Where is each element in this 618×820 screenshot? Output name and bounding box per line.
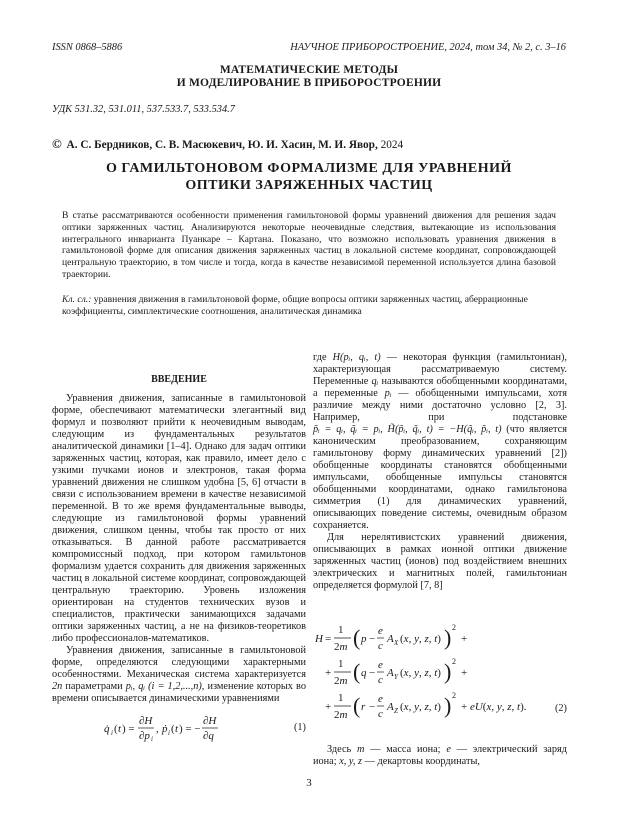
rp3-d: — декартовы координаты,: [364, 756, 480, 767]
svg-text:2m: 2m: [334, 709, 348, 721]
svg-text:q̇: q̇: [104, 723, 110, 735]
rp1-text4: (что является каноническим преобразованием, сохраняющим гамильтонову форму динамических уравнений [2]) обобщенные координаты становятся обобщенными импульсами, обобщенные импульсы становятся обобщенными координатами, однако гамильтонова симметрия (1) для динамических уравнений, описывающих поведение системы, очевидным образом сохраняется.: [313, 424, 567, 531]
udk-code: УДК 531.32, 531.011, 537.533.7, 533.534.7: [52, 104, 235, 115]
intro-paragraph-2: [52, 645, 306, 705]
rp1-p: pᵢ: [384, 388, 392, 399]
svg-text:Z: Z: [394, 707, 398, 715]
copyright-sign: ©: [52, 136, 62, 151]
svg-text:(: (: [353, 625, 361, 650]
svg-text:): ): [444, 659, 452, 684]
p2-text-a: Уравнения движения, записанные в гамильтоновой форме, определяются следующими характерными особенностями. Механическая система характеризуется: [52, 645, 306, 680]
intro-paragraph-1: Уравнения движения, записанные в гамильтоновой форме, обеспечивают математически элегантный вид формул и позволяют прийти к неочевидным выводам, следующим из фундаментальных результатов аналитической динамики [1–4]. Однако для задач оптики заряженных частиц, которая, как правило, имеет дело с узкими пучками ионов и электронов, такая форма уравнений движения не слишком удобна [5, 6] отчасти в связи с использованием времени в качестве независимой переменной. В то же время фундаментальные выводы, следующие из гамильтоновой формы уравнений движения, слишком ценны, чтобы так просто от них отказываться. В данной работе рассматривается компромиссный подход, при котором гамильтонов формализм удается сохранить для движения заряженных частиц в локальной системе координат, сопровождающей центральную траекторию. Уровень изложения ориентирован на студентов технических вузов и специалистов, практически занимающихся задачами оптики заряженных частиц, а не на физиков-теоретиков либо профессионалов-математиков.: [52, 393, 306, 644]
rp1-q: qᵢ: [371, 376, 379, 387]
svg-text:(x, y, z, t): (x, y, z, t): [400, 667, 441, 679]
svg-text:(x, y, z, t): (x, y, z, t): [400, 633, 441, 645]
rp1-H: H(pᵢ, qᵢ, t): [332, 352, 381, 363]
rp3-a: Здесь: [327, 744, 352, 755]
svg-text:2: 2: [452, 657, 456, 666]
equation-1-number: (1): [293, 722, 306, 733]
p2-params: параметрами: [65, 681, 123, 692]
publication-year: 2024: [380, 139, 404, 151]
svg-text:−: −: [369, 633, 376, 645]
svg-text:t: t: [118, 723, 122, 735]
svg-text:c: c: [378, 640, 383, 652]
p2-text-b: , изменение которых во времени описывается динамическими уравнениями: [52, 681, 306, 704]
rp3-b: — масса иона;: [370, 744, 441, 755]
svg-text:−: −: [369, 667, 376, 679]
svg-text:+ eU(x, y, z, t).: + eU(x, y, z, t).: [461, 701, 527, 713]
svg-text:Y: Y: [394, 673, 398, 681]
svg-text:A: A: [387, 667, 394, 679]
svg-text:(x, y, z, t): (x, y, z, t): [400, 701, 441, 713]
right-paragraph-3: [313, 744, 567, 768]
svg-text:∂p: ∂p: [139, 730, 150, 742]
author-names: А. С. Бердников, С. В. Масюкевич, Ю. И. Хасин, М. И. Явор,: [66, 139, 378, 151]
svg-text:c: c: [378, 708, 383, 720]
rp1-text: — некоторая функция (гамильтониан), характеризующая рассматриваемую систему. Переменные: [313, 352, 568, 387]
svg-text:) = −: ) = −: [179, 723, 201, 735]
keywords-text: уравнения движения в гамильтоновой форме, общие вопросы оптики заряженных частиц, аберрационные коэффициенты, симплектические соотношения, аналитическая динамика: [62, 294, 528, 317]
issn: ISSN 0868–5886: [52, 42, 123, 53]
p2-pq: pᵢ, qᵢ: [125, 681, 145, 692]
svg-text:e: e: [378, 625, 383, 637]
rp1-text2: называются обобщенными координатами, а переменные: [313, 376, 568, 399]
svg-text:t: t: [175, 723, 179, 735]
equation-2: [313, 617, 567, 727]
title-line-1: О ГАМИЛЬТОНОВОМ ФОРМАЛИЗМЕ ДЛЯ УРАВНЕНИЙ: [106, 161, 512, 176]
svg-text:∂q: ∂q: [203, 730, 214, 742]
svg-text:(: (: [171, 723, 175, 735]
rp3-m: m: [357, 744, 365, 755]
running-header: [52, 42, 566, 53]
svg-text:H: H: [315, 633, 323, 645]
rp1-text3: — обобщенными импульсами, хотя различие между ними достаточно условно [2, 3]. Например, при подстановке: [313, 388, 568, 423]
equation-1: [52, 711, 217, 745]
svg-text:(: (: [114, 723, 118, 735]
rubric-line-1: МАТЕМАТИЧЕСКИЕ МЕТОДЫ: [219, 64, 399, 76]
svg-text:(: (: [353, 693, 361, 718]
section-title: ВВЕДЕНИЕ: [151, 374, 207, 385]
svg-text:e: e: [378, 659, 383, 671]
svg-text:i: i: [111, 729, 113, 737]
svg-text:i: i: [168, 729, 170, 737]
keywords-label: Кл. сл.:: [62, 294, 92, 305]
svg-text:p: p: [361, 633, 367, 645]
svg-text:): ): [444, 625, 452, 650]
p2-range: (i = 1,2,...,n): [148, 681, 202, 692]
author-line: [52, 136, 403, 152]
abstract: В статье рассматриваются особенности применения гамильтоновой формы уравнений движения для решения задач оптики заряженных частиц. Анализируются некоторые неочевидные следствия, вытекающие из использования интегрального инварианта Пуанкаре – Картана. Показано, что возможно использовать уравнения движения в гамильтоновой форме для описания движения заряженных частиц в локальной системе координат, сопровождающей центральную траекторию, в том числе и тогда, когда в качестве независимой переменной используется длина базовой траектории.: [62, 210, 556, 280]
svg-text:ṗ: ṗ: [162, 723, 168, 735]
svg-text:e: e: [378, 693, 383, 705]
svg-text:2: 2: [452, 691, 456, 700]
svg-text:q: q: [361, 667, 367, 679]
rp3-xyz: x, y, z: [339, 756, 363, 767]
svg-text:r: r: [361, 701, 366, 713]
svg-text:i: i: [151, 735, 153, 743]
svg-text:A: A: [387, 701, 394, 713]
svg-text:,: ,: [156, 723, 159, 735]
svg-text:2m: 2m: [334, 641, 348, 653]
svg-text:1: 1: [338, 692, 344, 704]
keywords: [62, 294, 556, 318]
title-line-2: ОПТИКИ ЗАРЯЖЕННЫХ ЧАСТИЦ: [185, 178, 433, 193]
rp3-c: — электрический заряд иона;: [313, 744, 567, 767]
equation-1-row: [52, 711, 306, 745]
svg-text:A: A: [387, 633, 394, 645]
rp3-e: e: [446, 744, 451, 755]
svg-text:) =: ) =: [122, 723, 135, 735]
right-column: [313, 352, 567, 592]
rp1-subst: p̃ᵢ = qᵢ, q̃ᵢ = pᵢ, H̃(p̃ᵢ, q̃ᵢ, t) = −H(q̃ᵢ, p̃ᵢ, t): [313, 424, 502, 435]
svg-text:1: 1: [338, 658, 344, 670]
svg-text:(: (: [353, 659, 361, 684]
section-rubric: [0, 64, 618, 90]
svg-text:∂H: ∂H: [139, 715, 153, 727]
page-number: 3: [306, 777, 312, 789]
right-paragraph-1: [313, 352, 567, 532]
svg-text:): ): [444, 693, 452, 718]
svg-text:c: c: [378, 674, 383, 686]
rubric-line-2: И МОДЕЛИРОВАНИЕ В ПРИБОРОСТРОЕНИИ: [176, 77, 442, 89]
svg-text:+: +: [461, 633, 468, 645]
svg-text:+: +: [461, 667, 468, 679]
svg-text:∂H: ∂H: [203, 715, 217, 727]
rp1-prefix: где: [313, 352, 327, 363]
left-column: [52, 374, 306, 745]
article-title: [0, 160, 618, 194]
svg-text:=: =: [325, 633, 332, 645]
svg-text:2: 2: [452, 623, 456, 632]
svg-text:1: 1: [338, 624, 344, 636]
right-paragraph-2: Для нерелятивистских уравнений движения, описывающих в рамках ионной оптики движение заряженных частиц (ионов) под воздействием внешних электрических и магнитных полей, гамильтониан определяется формулой [7, 8]: [313, 532, 567, 591]
journal-citation: НАУЧНОЕ ПРИБОРОСТРОЕНИЕ, 2024, том 34, № 2, с. 3–16: [290, 42, 566, 53]
equation-2-number: (2): [554, 703, 567, 714]
svg-text:+: +: [325, 667, 332, 679]
svg-text:+: +: [325, 701, 332, 713]
svg-text:−: −: [369, 701, 376, 713]
equation-2-block: [313, 617, 567, 727]
p2-2n: 2n: [52, 681, 63, 692]
svg-text:2m: 2m: [334, 675, 348, 687]
svg-text:X: X: [394, 639, 399, 647]
